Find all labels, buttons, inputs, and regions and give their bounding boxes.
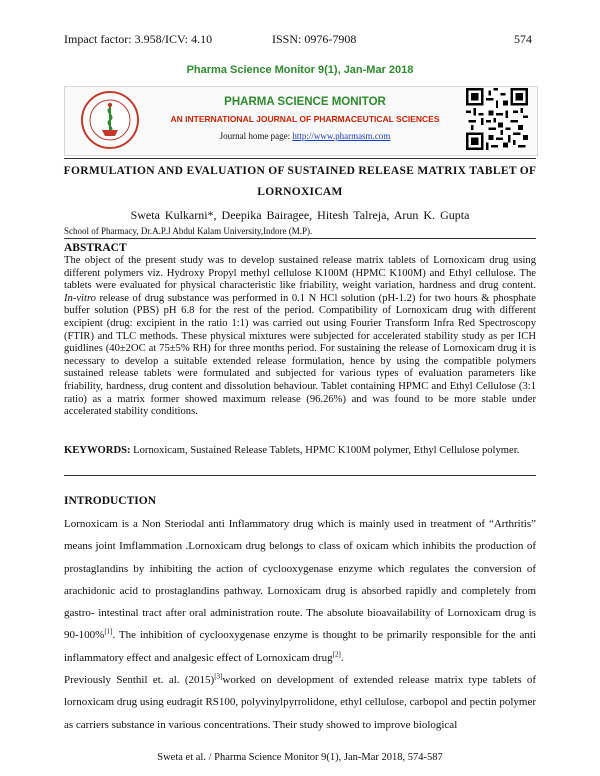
keywords-label: KEYWORDS: [64, 445, 131, 456]
divider [64, 475, 536, 476]
intro-paragraph-1: Lornoxicam is a Non Steriodal anti Inflammatory drug which is mainly used in treatment of “Arthritis” means joint Imflammation .Lornoxicam drug belongs to class of oxicam which inhibits the production of prostaglandins by inhibiting the action of cyclooxygenase enzyme which regulates the conversion of arachidonic acid to prostaglandins pathway. Lornoxicam drug is absorbed rapidly and completely from gastro- intestinal tract after oral administration route. The absolute bioavailability of Lornoxicam drug is 90-100%[1]. The inhibition of cyclooxygenase enzyme is thought to be primarily responsible for the anti inflammatory effect and analgesic effect of Lornoxicam drug[2]. [64, 518, 536, 664]
introduction-heading: INTRODUCTION [64, 495, 157, 507]
keywords-text: Lornoxicam, Sustained Release Tablets, HPMC K100M polymer, Ethyl Cellulose polymer. [130, 445, 520, 456]
journal-home-page [150, 131, 460, 141]
abstract-heading: ABSTRACT [64, 242, 127, 254]
banner-subtitle: AN INTERNATIONAL JOURNAL OF PHARMACEUTICAL SCIENCES [170, 114, 440, 124]
impact-factor: Impact factor: 3.958/ICV: 4.10 [64, 32, 213, 46]
intro-paragraph-2: Previously Senthil et. al. (2015)[3]worked on development of extended release matrix type tablets of lornoxicam drug using eudragit RS100, polyvinylpyrrolidone, ethyl cellulose, carbopol and pectin polymer as carriers substance in various concentrations. Their study showed to improve biological [64, 672, 536, 731]
divider [64, 158, 536, 159]
page-number: 574 [514, 32, 532, 46]
home-link[interactable]: http://www.pharmasm.com [292, 131, 391, 141]
article-title-line1: FORMULATION AND EVALUATION OF SUSTAINED RELEASE MATRIX TABLET OF [63, 165, 537, 177]
authors: Sweta Kulkarni*, Deepika Bairagee, Hitesh Talreja, Arun K. Gupta [130, 208, 470, 222]
journal-issue-line: Pharma Science Monitor 9(1), Jan-Mar 2018 [186, 64, 414, 76]
home-label: Journal home page: [219, 131, 293, 141]
keywords [64, 445, 536, 458]
issn: ISSN: 0976-7908 [272, 32, 357, 46]
qr-code [466, 88, 528, 150]
divider [64, 238, 536, 239]
banner-title: PHARMA SCIENCE MONITOR [224, 96, 386, 108]
affiliation: School of Pharmacy, Dr.A.P.J Abdul Kalam University,Indore (M.P). [64, 226, 313, 236]
abstract-text: The object of the present study was to develop sustained release matrix tablets of Lornoxicam drug using different polymers viz. Hydroxy Propyl methyl cellulose K100M (HPMC K100M) and Ethyl cellulose. The tablets were evaluated for physical characteristic like friability, weight variation, hardness and drug content. In-vitro release of drug substance was performed in 0.1 N HCl solution (pH-1.2) for two hours & phosphate buffer solution (PBS) pH 6.8 for the rest of the period. Compatibility of Lornoxicam drug with different excipient (drug: excipient in the ratio 1:1) was carried out using Fourier Transform Infra Red Spectroscopy (FTIR) and TLC methods. These physical mixtures were subjected for accelerated stability study as per ICH guidlines (40±2OC at 75±5% RH) for three months period. For sustaining the release of Lornoxicam drug it is necessary to develop a suitable extended release formulation, hence by using the compatible polymers sustained release tablets were formulated and subjected for various types of evaluation parameters like friability, hardness, drug content and dissolution behaviour. Tablet containing HPMC and Ethyl Cellulose (3:1 ratio) as a matrix former showed maximum release (96.26%) and was found to be more stable under accelerated stability conditions. [64, 255, 536, 418]
journal-logo [80, 90, 140, 150]
page-footer: Sweta et al. / Pharma Science Monitor 9(1), Jan-Mar 2018, 574-587 [157, 752, 443, 763]
article-title-line2: LORNOXICAM [257, 186, 343, 198]
